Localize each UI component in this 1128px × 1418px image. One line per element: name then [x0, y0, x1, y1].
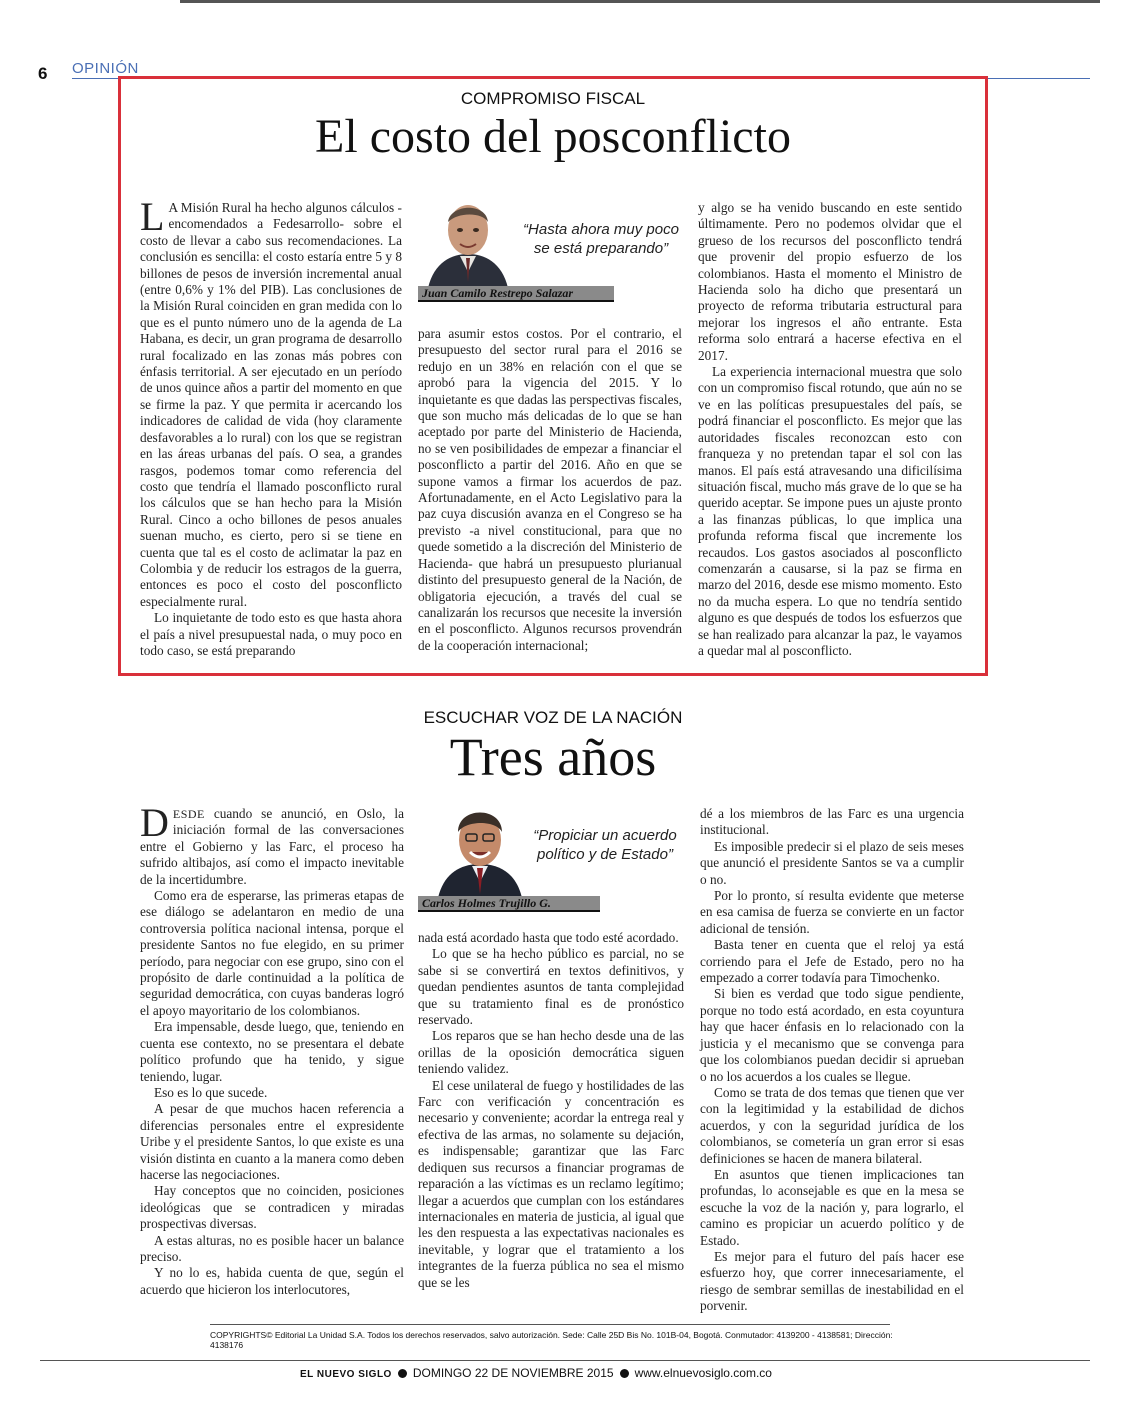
bullet-icon	[620, 1369, 629, 1378]
article2-author-block	[418, 796, 686, 920]
paragraph: y algo se ha venido buscando en este sentido últimamente. Pero no podemos olvidar que el grueso de los recursos del posconflicto tendrá que provenir del propio esfuerzo de los colombianos. Hasta el momento el Ministro de Hacienda solo ha dicho que presentará un proyecto de reforma tributaria estructural para mejorar los ingresos el año entrante. Esta reforma solo entrará a hacerse efectiva en el 2017.	[698, 200, 962, 363]
paragraph: Eso es lo que sucede.	[154, 1084, 268, 1100]
article2-column-1	[140, 800, 404, 1298]
paragraph: Basta tener en cuenta que el reloj ya está corriendo para el Jefe de Estado, pero no ha empezado a correr todavía para Timochenko.	[700, 937, 964, 986]
copyright-line: COPYRIGHTS© Editorial La Unidad S.A. Todos los derechos reservados, salvo autorización. Sede: Calle 25D Bis No. 101B-04, Bogotá. Conmutador: 4139200 - 4138581; Dirección: 4138176	[210, 1330, 893, 1350]
paragraph: Es imposible predecir si el plazo de seis meses que anunció el presidente Santos se va a cumplir o no.	[700, 838, 964, 887]
lead-in: ESDE	[172, 807, 205, 821]
drop-cap: L	[140, 194, 165, 239]
paragraph: Como se trata de dos temas que tienen que ver con la legitimidad y la estabilidad de dichos acuerdos, y con la seguridad jurídica de los colombianos, se cometería un gran error si esas definiciones se hacen de manera bilateral.	[700, 1084, 964, 1166]
paragraph: En asuntos que tienen implicaciones tan profundas, lo aconsejable es que en la mesa se escuche la voz de la nación y, para lograrlo, el camino es propiciar un acuerdo político y de Estado.	[700, 1166, 964, 1248]
paragraph: Los reparos que se han hecho desde una de las orillas de la oposición democrática siguen teniendo validez.	[418, 1028, 684, 1077]
paragraph: Lo que se ha hecho público es parcial, no se sabe si se convertirá en textos definitivos, y quedan pendientes asuntos de tanta complejidad que su tratamiento final es de pronóstico reservado.	[418, 946, 684, 1028]
page-footer	[300, 1366, 820, 1380]
paragraph: Por lo pronto, sí resulta evidente que meterse en esa camisa de fuerza se convierte en un factor adicional de tensión.	[700, 888, 964, 936]
paragraph: El cese unilateral de fuego y hostilidades de las Farc con verificación y concentración es necesario y conveniente; acordar la entrega real y efectiva de las armas, no solamente su dejación, es indispensable; garantizar que las Farc dediquen sus recursos a financiar programas de reparación a las víctimas es un reclamo legítimo; llegar a acuerdos que cumplan con los estándares internacionales en materia de justicia, al igual que les den respuesta a las expectativas nacionales es inevitable, y lograr que el tratamiento a los integrantes de la fuerza pública no sea el mismo que se les	[418, 1077, 684, 1290]
issue-date: DOMINGO 22 DE NOVIEMBRE 2015	[412, 1366, 614, 1380]
author-portrait	[420, 192, 516, 288]
paragraph: Lo inquietante de todo esto es que hasta ahora el país a nivel presupuestal nada, o muy poco en todo caso, se está preparando	[140, 610, 402, 658]
pull-quote: “Hasta ahora muy poco se está preparando”	[523, 221, 679, 257]
paragraph: A Misión Rural ha hecho algunos cálculos -encomendados a Fedesarrollo- sobre el costo de llevar a cabo sus recomendaciones. La conclusión es sencilla: el costo estaría entre 5 y 8 billones de pesos de inversión incremental anual (entre 0,6% y 1% del PIB). Las conclusiones de la Misión Rural coinciden en gran medida con lo que es el punto número uno de la agenda de La Habana, es decir, un gran programa de desarrollo rural focalizado en las zonas más pobres con énfasis territorial. A ser ejecutado en un período de unos quince años a partir del momento en que se firme la paz. Y que permita ir acercando los indicadores de calidad de vida (hoy claramente desfavorables a lo rural) con los que se registran en las áreas urbanas del país. O sea, a grandes rasgos, podemos tomar como referencia del costo que tendría el llamado posconflicto rural los cálculos que se han hecho para la Misión Rural. Cinco a ocho billones de pesos anuales suenan mucho, es cierto, pero si se tiene en cuenta que tal es el costo de aclimatar la paz en Colombia y de reducir los estragos de la guerra, entonces es poco el costo del posconflicto especialmente rural.	[140, 200, 402, 609]
paragraph: cuando se anunció, en Oslo, la iniciación formal de las conversaciones entre el Gobierno y las Farc, el proceso ha sufrido altibajos, así como el impacto inevitable de la incertidumbre.	[140, 806, 404, 887]
pull-quote: “Propiciar un acuerdo político y de Estado”	[533, 827, 677, 863]
copyright-rule	[210, 1324, 890, 1325]
paragraph: Si bien es verdad que todo sigue pendiente, porque no todo está acordado, en esta coyuntura hay que hacer énfasis en lo relacionado con la justicia y el mecanismo que se convenga para que los colombianos puedan decidir si aprueban o no los acuerdos a los cuales se llegue.	[700, 986, 964, 1084]
article1-kicker: COMPROMISO FISCAL	[460, 89, 646, 108]
paragraph: nada está acordado hasta que todo esté acordado.	[418, 930, 679, 945]
drop-cap: D	[140, 800, 169, 845]
article1-headline: El costo del posconflicto	[315, 110, 791, 163]
paragraph: Como era de esperarse, las primeras etapas de ese diálogo se adelantaron en medio de una controversia política nacional intensa, porque el presidente Santos no fue elegido, en su primer período, para negociar con ese grupo, sino con el propósito de darle continuidad a la política de seguridad democrática, con cuyas banderas logró el apoyo mayoritario de los colombianos.	[140, 888, 404, 1018]
paragraph: Es mejor para el futuro del país hacer ese esfuerzo hoy, que correr innecesariamente, el riesgo de sembrar semillas de inestabilidad en el porvenir.	[700, 1248, 964, 1314]
author-name: Carlos Holmes Trujillo G.	[418, 896, 600, 912]
article1-author-block	[418, 190, 686, 308]
section-title: OPINIÓN	[72, 60, 139, 77]
article1-column-3	[698, 200, 962, 659]
paragraph: A pesar de que muchos hacen referencia a diferencias personales entre el expresidente Uribe y el presidente Santos, lo que existe es una visión distinta en cuanto a la manera como deben hacerse las negociaciones.	[140, 1101, 404, 1182]
article1-column-2	[418, 326, 682, 654]
paragraph: A estas alturas, no es posible hacer un balance preciso.	[140, 1232, 404, 1264]
article1-column-1	[140, 194, 402, 659]
paragraph: Hay conceptos que no coinciden, posiciones ideológicas que se contradicen y miradas prospectivas diversas.	[140, 1183, 404, 1232]
article2-kicker: ESCUCHAR VOZ DE LA NACIÓN	[423, 708, 683, 727]
paragraph: Y no lo es, habida cuenta de que, según el acuerdo que hicieron los interlocutores,	[140, 1265, 404, 1297]
top-rule	[180, 0, 1100, 3]
article2-column-2	[418, 930, 684, 1291]
bullet-icon	[398, 1369, 407, 1378]
newspaper-brand: EL NUEVO SIGLO	[300, 1369, 392, 1380]
footer-rule	[40, 1360, 1090, 1361]
article2-column-3	[700, 806, 964, 1315]
author-portrait	[432, 798, 528, 898]
author-name: Juan Camilo Restrepo Salazar	[418, 286, 614, 302]
paragraph: para asumir estos costos. Por el contrario, el presupuesto del sector rural para el 2016 se redujo en un 38% en relación con el que se aprobó para la vigencia del 2015. Y lo inquietante es que dadas las perspectivas fiscales, que son mucho más delicadas de lo que se han aceptado por parte del Ministerio de Hacienda, no se ven posibilidades de empezar a financiar el posconflicto a partir del 2016. Año en que se supone vamos a firmar los acuerdos de paz. Afortunadamente, en el Acto Legislativo para la paz cuya discusión avanza en el Congreso se ha previsto -a nivel constitucional, para que no quede sometido a la discreción del Ministerio de Hacienda- que habrá un presupuesto plurianual distinto del presupuesto general de la Nación, de obligatoria ejecución, a través del cual se canalizarán los recursos que necesite la inversión en el posconflicto. Algunos recursos provendrán de la cooperación internacional;	[418, 326, 682, 653]
paragraph: dé a los miembros de las Farc es una urgencia institucional.	[700, 806, 964, 838]
page-number: 6	[38, 64, 48, 83]
website-link[interactable]: www.elnuevosiglo.com.co	[634, 1366, 772, 1380]
paragraph: La experiencia internacional muestra que solo con un compromiso fiscal rotundo, que aún no se ve en las políticas presupuestales del país, se podrá financiar el posconflicto. Es mejor que las autoridades fiscales reconozcan esto con franqueza y no pretendan tapar el sol con las manos. El país está atravesando una dificilísima situación fiscal, mucho más grave de lo que se ha querido aceptar. Se impone pues un ajuste pronto a las finanzas públicas, lo que implica una profunda reforma fiscal que incremente los recaudos. Los gastos asociados al posconflicto comenzarán a causarse, si la paz se firma en marzo del 2016, desde ese mismo momento. Esto no da mucha espera. Lo que no tendría sentido alguno es que después de todos los esfuerzos que se han realizado para alcanzar la paz, le vayamos a quedar mal al posconflicto.	[698, 364, 962, 658]
paragraph: Era impensable, desde luego, que, teniendo en cuenta ese contexto, no se presentara el debate político profundo que ha tenido, y sigue teniendo, lugar.	[140, 1019, 404, 1084]
article2-headline: Tres años	[449, 727, 657, 787]
